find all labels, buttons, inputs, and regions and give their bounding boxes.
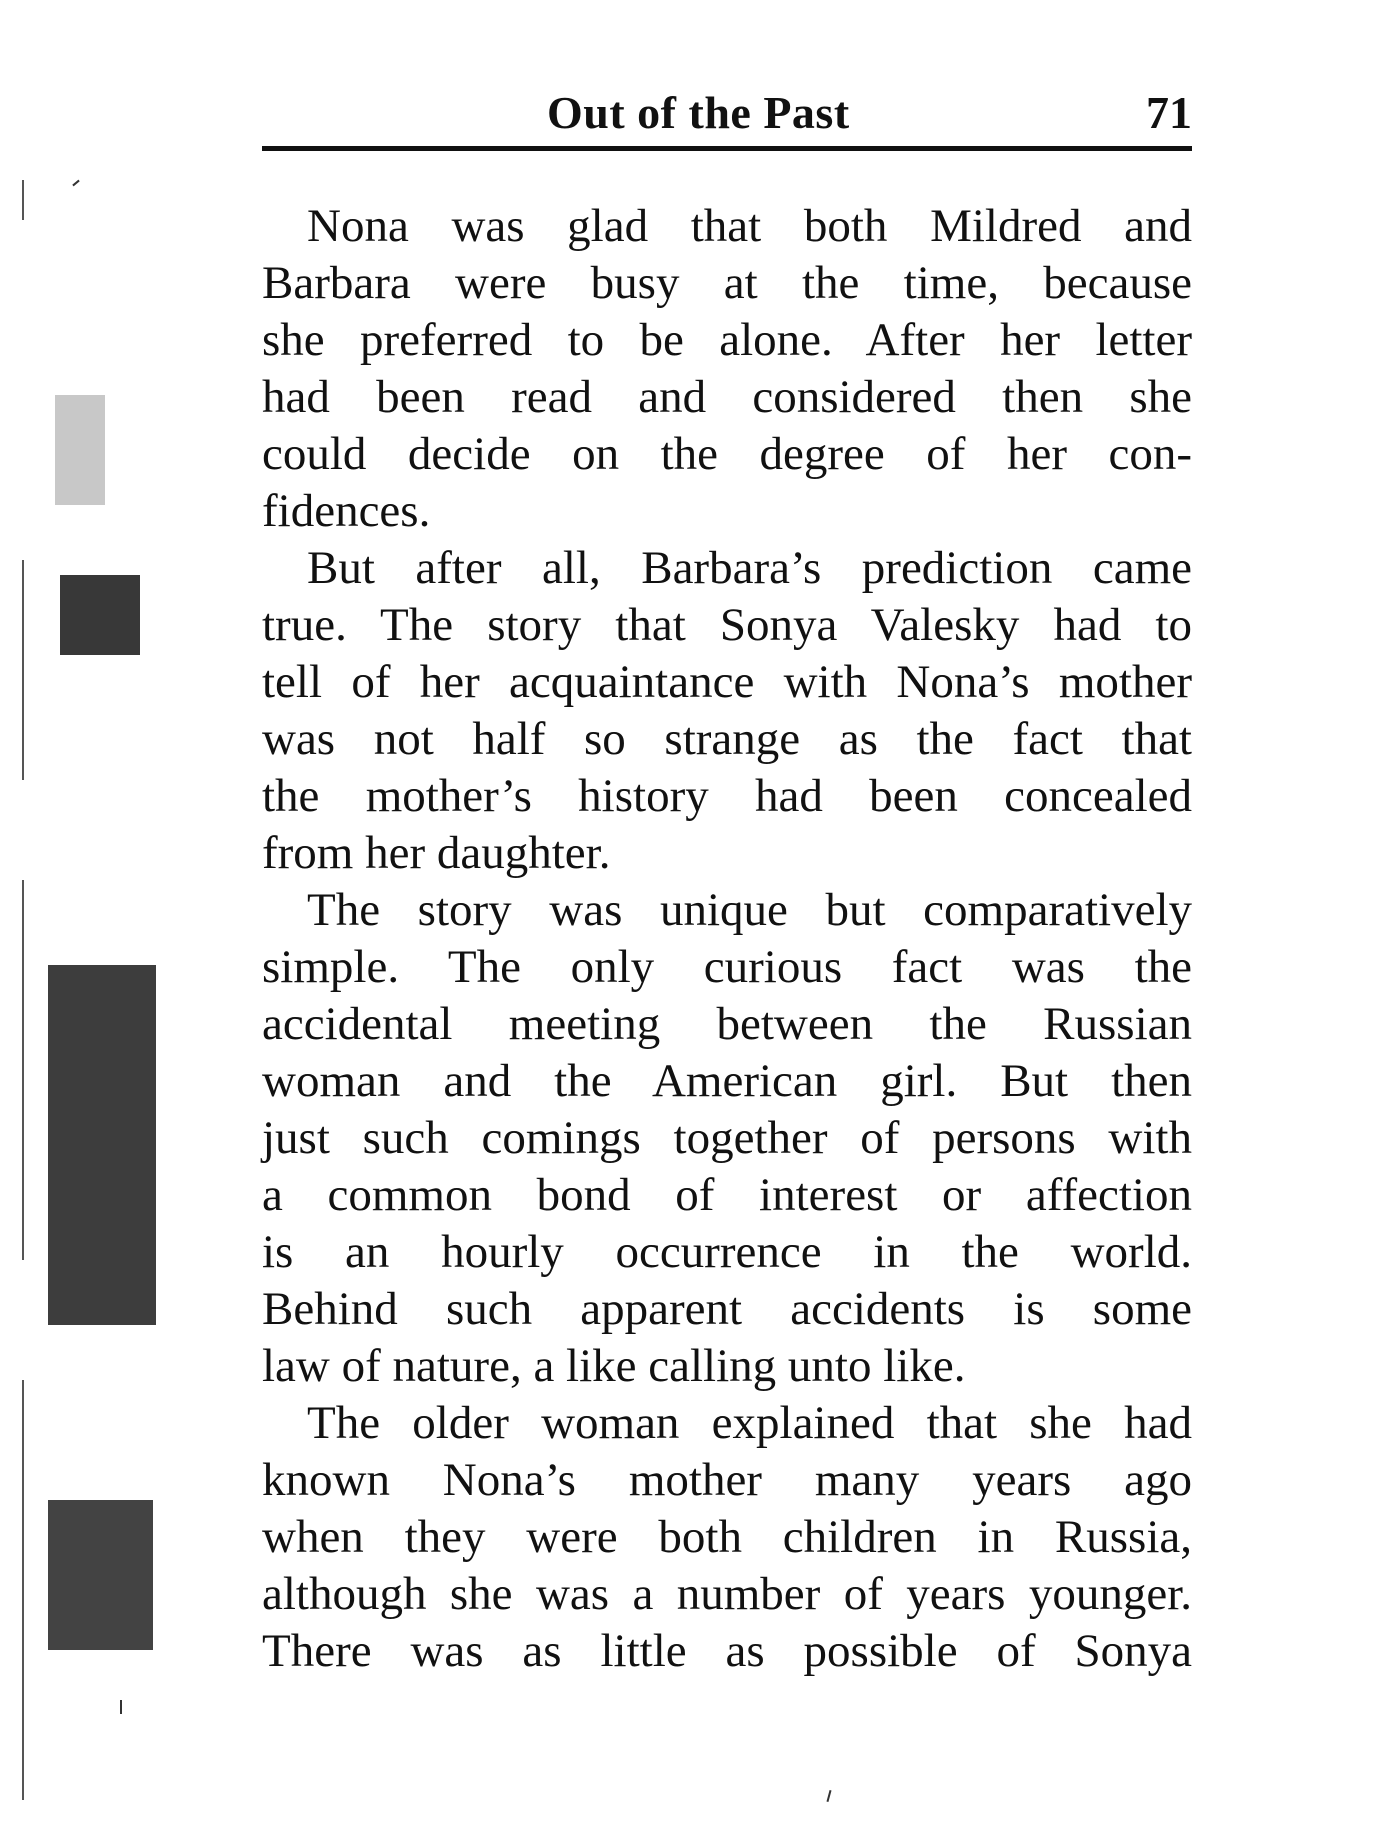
text-line: woman and the American girl. But then <box>262 1055 1192 1107</box>
header-rule <box>262 146 1192 151</box>
text-line: The older woman explained that she had <box>307 1397 1192 1449</box>
text-line: a common bond of interest or affection <box>262 1169 1192 1221</box>
text-line: known Nona’s mother many years ago <box>262 1454 1192 1506</box>
page-number: 71 <box>1146 87 1192 138</box>
text-line: from her daughter. <box>262 827 611 879</box>
scan-margin-line <box>22 180 24 220</box>
text-line: Nona was glad that both Mildred and <box>307 200 1192 252</box>
scan-margin-line <box>22 880 24 1260</box>
scan-speck <box>826 1790 831 1802</box>
text-line: was not half so strange as the fact that <box>262 713 1192 765</box>
text-line: is an hourly occurrence in the world. <box>262 1226 1192 1278</box>
text-line: when they were both children in Russia, <box>262 1511 1192 1563</box>
text-line: could decide on the degree of her con- <box>262 428 1192 480</box>
text-line: The story was unique but comparatively <box>307 884 1192 936</box>
text-line: the mother’s history had been concealed <box>262 770 1192 822</box>
text-line: Behind such apparent accidents is some <box>262 1283 1192 1335</box>
scan-blotch <box>48 965 156 1325</box>
scan-margin-line <box>22 560 24 780</box>
scan-margin-line <box>22 1380 24 1800</box>
running-header <box>262 80 1192 146</box>
running-title: Out of the Past <box>547 87 850 138</box>
text-line: law of nature, a like calling unto like. <box>262 1340 966 1392</box>
scan-blotch <box>48 1500 153 1650</box>
text-line: tell of her acquaintance with Nona’s mother <box>262 656 1192 708</box>
text-line: Barbara were busy at the time, because <box>262 257 1192 309</box>
text-line: But after all, Barbara’s prediction came <box>307 542 1192 594</box>
text-line: had been read and considered then she <box>262 371 1192 423</box>
scan-speck <box>120 1700 122 1714</box>
text-line: true. The story that Sonya Valesky had to <box>262 599 1192 651</box>
text-line: although she was a number of years younger. <box>262 1568 1192 1620</box>
text-line: accidental meeting between the Russian <box>262 998 1192 1050</box>
text-line: fidences. <box>262 485 431 537</box>
scan-blotch <box>60 575 140 655</box>
scan-blotch <box>55 395 105 505</box>
text-line: There was as little as possible of Sonya <box>262 1625 1192 1677</box>
body-text <box>262 198 1192 1680</box>
text-line: simple. The only curious fact was the <box>262 941 1192 993</box>
scan-speck <box>72 180 79 187</box>
text-line: she preferred to be alone. After her letter <box>262 314 1192 366</box>
text-line: just such comings together of persons with <box>262 1112 1192 1164</box>
